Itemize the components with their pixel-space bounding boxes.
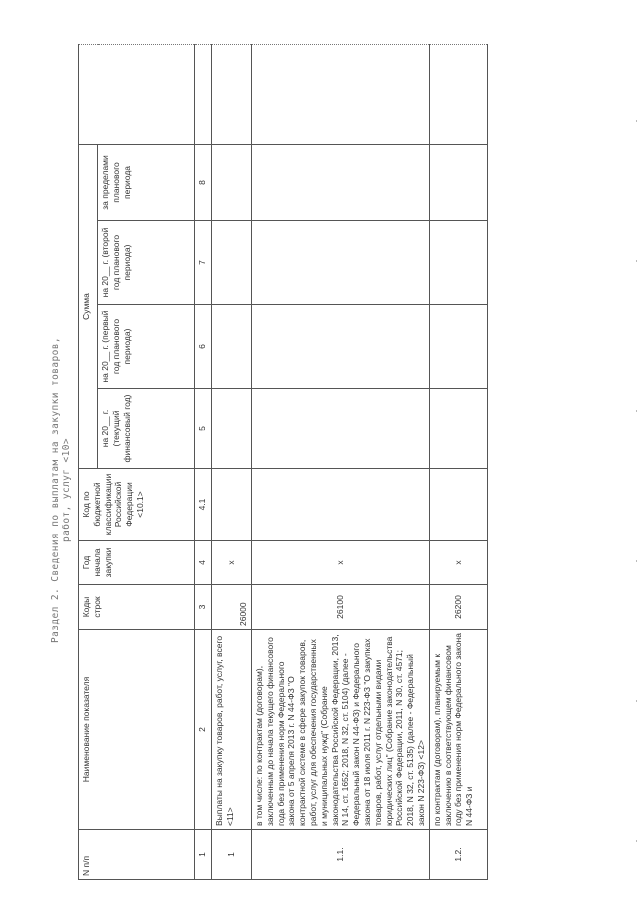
row-np: 1 (212, 830, 252, 880)
row-year: x (429, 541, 487, 585)
colnum: 1 (195, 830, 212, 880)
header-sum-beyond: за пределами планового периода (98, 144, 195, 220)
colnum: 4.1 (195, 469, 212, 541)
header-name: Наименование показателя (79, 630, 195, 830)
table-row (252, 44, 430, 879)
header-np: N п/п (79, 830, 195, 880)
colnum: 8 (195, 144, 212, 220)
colnum: 2 (195, 630, 212, 830)
row-year: x (212, 541, 252, 585)
colnum: 3 (195, 585, 212, 630)
header-sum: Сумма (79, 144, 98, 468)
rotated-page (50, 40, 580, 885)
row-name: по контрактам (договорам), планируемым к заключению в соответствующем финансовом году без применения норм Федерального закона N 44-ФЗ и (429, 630, 487, 830)
row-code: 26200 (429, 585, 487, 630)
section-title-line1: Раздел 2. Сведения по выплатам на закупки товаров, (50, 337, 61, 643)
row-np: 1.1. (252, 830, 430, 880)
header-kbk: Код по бюджетной классификации Российской Федерации <10.1> (79, 469, 195, 541)
row-code: 26000 (212, 585, 252, 630)
colnum: 4 (195, 541, 212, 585)
colnum-blank (195, 44, 212, 144)
header-codes: Коды строк (79, 585, 195, 630)
section-title-line2: работ, услуг <10> (61, 437, 72, 543)
purchases-table (78, 44, 488, 880)
colnum: 5 (195, 389, 212, 469)
row-np: 1.2. (429, 830, 487, 880)
section-title (50, 130, 80, 850)
header-blank (79, 44, 195, 144)
row-year: x (252, 541, 430, 585)
row-code: 26100 (252, 585, 430, 630)
colnum: 6 (195, 305, 212, 389)
table-row (212, 44, 252, 879)
row-name: Выплаты на закупку товаров, работ, услуг, всего <11> (212, 630, 252, 830)
header-year: Год начала закупки (79, 541, 195, 585)
colnum: 7 (195, 221, 212, 305)
header-sum-current: на 20__ г. (текущий финансовый год) (98, 389, 195, 469)
row-name: в том числе: по контрактам (договорам), заключенным до начала текущего финансового года без применения норм Федерального закона от 5 апреля 2013 г. N 44-ФЗ "О контрактной системе в сфере закупок товаров, работ, услуг для обеспечения государственных и муниципальных нужд" (Собрание законодательства Российской Федерации, 2013, N 14, ст. 1652; 2018, N 32, ст. 5104) (далее - Федеральный закон N 44-ФЗ) и Федерального закона от 18 июля 2011 г. N 223-ФЗ "О закупках товаров, работ, услуг отдельными видами юридических лиц" (Собрание законодательства Российской Федерации, 2011, N 30, ст. 4571; 2018, N 32, ст. 5135) (далее - Федеральный закон N 223-ФЗ) <12> (252, 630, 430, 830)
header-sum-first: на 20__ г. (первый год планового периода) (98, 305, 195, 389)
table-row (429, 44, 487, 879)
header-sum-second: на 20__ г. (второй год планового периода) (98, 221, 195, 305)
